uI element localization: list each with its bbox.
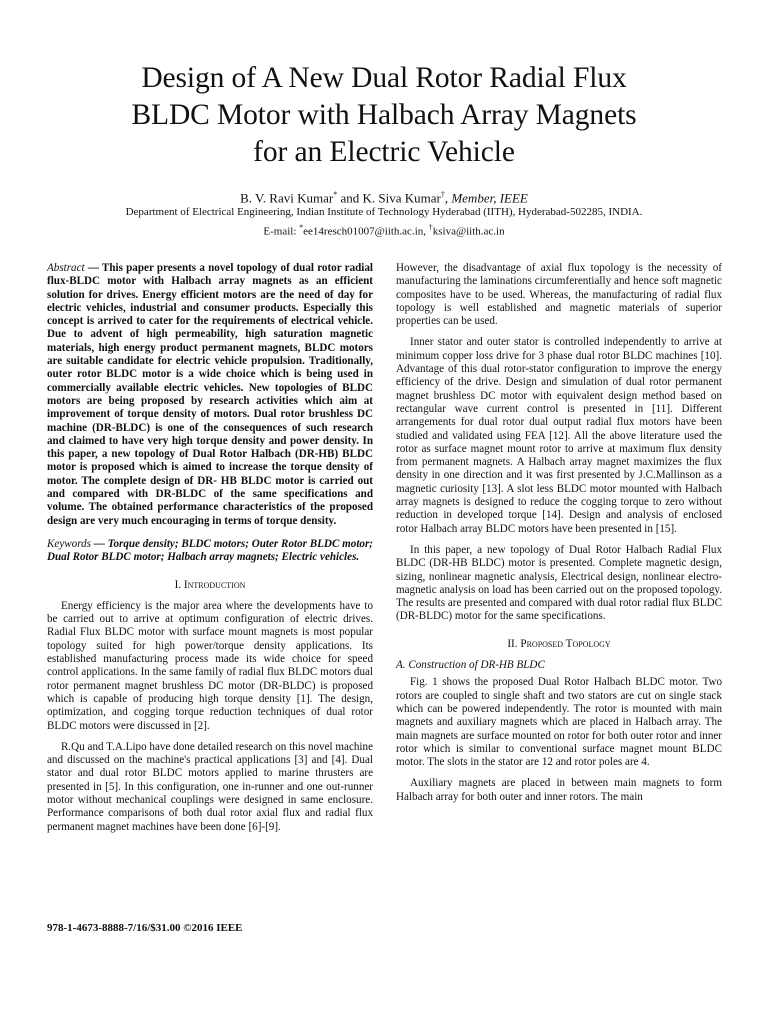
subsection-heading-construction: A. Construction of DR-HB BLDC bbox=[396, 659, 545, 672]
author-1-mark: * bbox=[333, 190, 338, 199]
title-line-2: BLDC Motor with Halbach Array Magnets bbox=[131, 99, 637, 131]
section-heading-proposed-topology: II. Proposed Topology bbox=[507, 637, 611, 650]
abstract-label: Abstract bbox=[47, 262, 85, 274]
right-column bbox=[396, 262, 722, 804]
author-membership: , Member, IEEE bbox=[444, 190, 528, 206]
keywords-label: Keywords bbox=[47, 537, 91, 550]
topology-paragraph-2: Auxiliary magnets are placed in between main magnets to form Halbach array for both outer and inner rotors. The main bbox=[396, 777, 722, 803]
right-paragraph-3: In this paper, a new topology of Dual Rotor Halbach Radial Flux BLDC (DR-HB BLDC) motor is presented. Complete magnetic design, sizing, nonlinear magnetic analysis, Electrical design, nonlinear electro-magnetic analysis on load has been carried out on the proposed topology. The results are presented and compared with dual rotor radial flux BLDC (DR-BLDC) motor for the same specifications. bbox=[396, 543, 722, 623]
intro-paragraph-2: R.Qu and T.A.Lipo have done detailed research on this novel machine and discussed on the machine's practical applications [3] and [4]. Dual stator and dual rotor BLDC motors applied to marine thrusters are presented in [5]. In this configuration, one in-runner and one out-runner motor without mechanical couplings were designed in same enclosure. Performance comparisons of both dual rotor axial flux and radial flux permanent magnet machines have been done [6]-[9]. bbox=[47, 740, 373, 833]
email-address-2: ksiva@iith.ac.in bbox=[432, 225, 505, 238]
author-1: B. V. Ravi Kumar bbox=[240, 190, 334, 206]
email-line bbox=[0, 221, 768, 239]
copyright-footer: 978-1-4673-8888-7/16/$31.00 ©2016 IEEE bbox=[47, 922, 243, 934]
author-2: K. Siva Kumar bbox=[362, 190, 441, 206]
email-prefix: E-mail: bbox=[263, 225, 300, 238]
left-column bbox=[47, 262, 373, 834]
email-mark-1: * bbox=[299, 223, 304, 232]
abstract-text: — This paper presents a novel topology of dual rotor radial flux-BLDC motor with Halbach array magnets as an efficient solution for drives. Energy efficient motors are the need of day for electric vehicles, industrial and consumer products. Especially this concept is arrived to cater for the requirements of electrical vehicle. Due to advent of high permeability, high saturation magnetic materials, high energy product permanent magnets, BLDC motors are suitable candidate for electric vehicle propulsion. Traditionally, outer rotor BLDC motor is a wide choice which is being used in commercially available electric vehicles. New topologies of BLDC motors are being proposed by research activities which aim at improvement of torque density of motors. Dual rotor brushless DC machine (DR-BLDC) is one of the consequences of such research and claimed to have very high torque density and power density. In this paper, a new topology of Dual Rotor Halbach (DR-HB) BLDC motor is proposed which is aimed to increase the torque density of motor. The complete design of DR- HB BLDC motor is carried out and compared with DR-BLDC of the same specifications and volume. The obtained performance characteristics of the proposed design are very much encouraging in terms of torque density. bbox=[47, 262, 373, 527]
intro-paragraph-1: Energy efficiency is the major area where the developments have to be carried out to arrive at optimum configuration of electric drives. Radial Flux BLDC motor with surface mount magnets is most popular topology suited for high power/torque density applications. Its established manufacturing process made its wide choice for speed control applications. In the same family of radial flux BLDC motors dual rotor permanent magnet brushless DC motor (DR-BLDC) is proposed which is capable of producing high torque density [1]. The design, optimization, and cogging torque reduction techniques of dual rotor BLDC motors were discussed in [2]. bbox=[47, 599, 373, 732]
topology-paragraph-1: Fig. 1 shows the proposed Dual Rotor Halbach BLDC motor. Two rotors are coupled to single shaft and two stators are cut on single stack which can be powered independently. The rotor is mounted with main magnets and auxiliary magnets which are placed in Halbach array. The main magnets are surface mounted on rotor for both outer rotor and inner rotor which is similar to conventional surface magnet mount BLDC motor. The slots in the stator are 12 and rotor poles are 4. bbox=[396, 676, 722, 769]
right-paragraph-2: Inner stator and outer stator is controlled independently to arrive at minimum copper loss drive for 3 phase dual rotor BLDC machines [10]. Advantage of this dual rotor-stator configuration to improve the energy efficiency of the drive. Design and simulation of dual rotor permanent magnet brushless DC motor with equivalent design method based on rectangular wave current control is presented in [11]. Different arrangements for dual rotor dual output radial flux motors have been studied and validated using FEA [12]. All the above literature used the rotor as surface magnet mount rotor to arrive at maximum flux density from permanent magnets. A Halbach array magnet maximizes the flux density in one direction and it was first presented by J.C.Mallinson as a magnetic curiosity [13]. A slot less BLDC motor mounted with Halbach array magnets is designed to reduce the cogging torque to zero without reduction in developed torque [14]. Design and analysis of enclosed rotor Halbach array BLDC motors have been presented in [15]. bbox=[396, 336, 722, 535]
email-address-1: ee14resch01007@iith.ac.in, bbox=[303, 225, 429, 238]
author-line bbox=[0, 187, 768, 206]
title-line-3: for an Electric Vehicle bbox=[253, 136, 515, 168]
title-line-1: Design of A New Dual Rotor Radial Flux bbox=[141, 62, 627, 94]
author-and: and bbox=[337, 190, 363, 206]
right-paragraph-1: However, the disadvantage of axial flux topology is the necessity of manufacturing the laminations circumferentially and hence soft magnetic composites have to be used. Whereas, the manufacturing of radial flux topology is well established and magnetic materials of superior properties can be used. bbox=[396, 262, 722, 328]
keywords bbox=[47, 538, 373, 565]
keywords-text: — Torque density; BLDC motors; Outer Rotor BLDC motor; Dual Rotor BLDC motor; Halbach array magnets; Electric vehicles. bbox=[47, 537, 373, 564]
section-heading-introduction: I. Introduction bbox=[174, 578, 246, 591]
affiliation: Department of Electrical Engineering, Indian Institute of Technology Hyderabad (IITH), Hyderabad-502285, INDIA. bbox=[125, 206, 643, 218]
author-2-mark: † bbox=[440, 190, 445, 199]
abstract bbox=[47, 262, 373, 528]
email-mark-2: † bbox=[428, 223, 433, 232]
paper-title bbox=[0, 60, 768, 171]
